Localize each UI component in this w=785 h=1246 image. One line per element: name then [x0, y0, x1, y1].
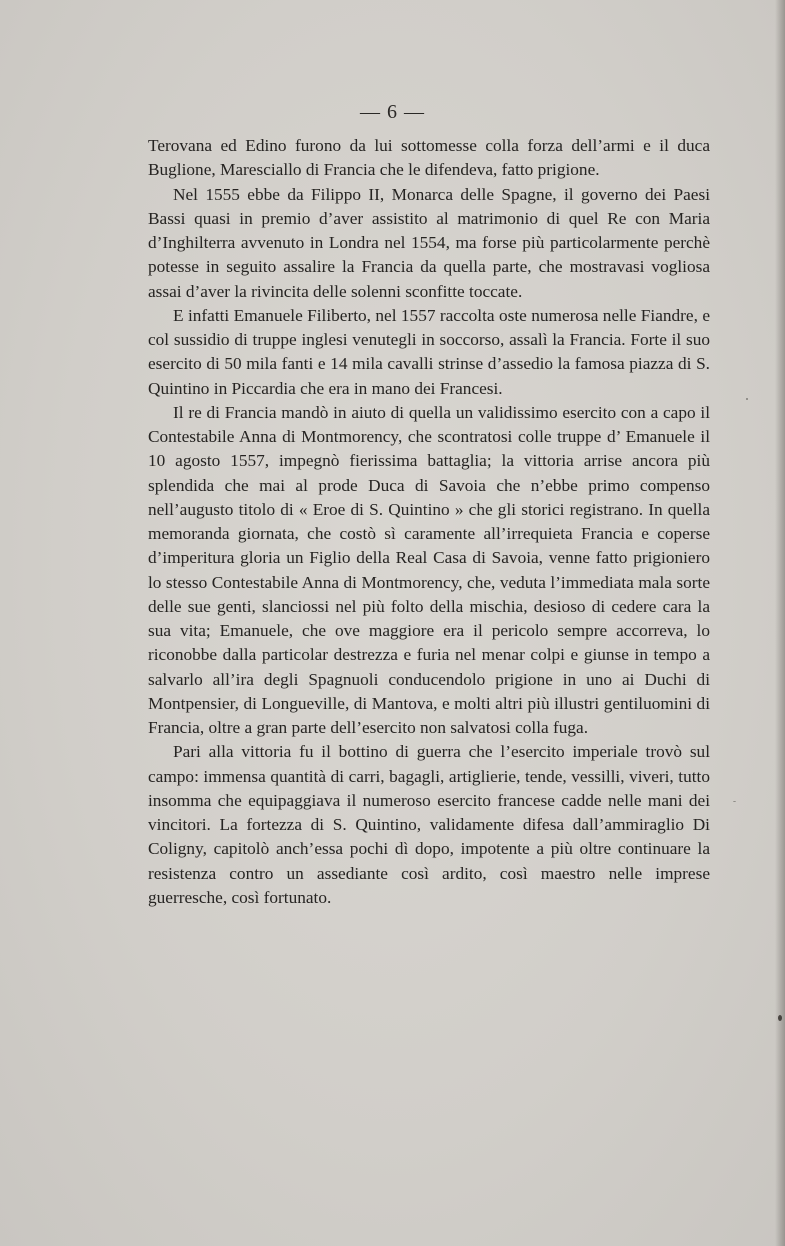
paragraph-2: Nel 1555 ebbe da Filippo II, Monarca delle Spagne, il governo dei Paesi Bassi quasi in premio d’aver assistito al matrimonio di quel Re con Maria d’Inghilterra avvenuto in Londra nel 1554, ma forse più particolarmente perchè potesse in seguito assalire la Francia da quella parte, che mostravasi vogliosa assai d’aver la rivincita delle solenni sconfitte toccate. — [148, 184, 710, 301]
paragraph-5: Pari alla vittoria fu il bottino di guerra che l’esercito imperiale trovò sul campo: immensa quantità di carri, bagagli, artiglierie, tende, vessilli, viveri, tutto insomma che equipaggiava il numeroso esercito francese cadde nelle mani dei vincitori. La fortezza di S. Quintino, validamente difesa dall’ammiraglio Di Coligny, capitolò anch’essa pochi dì dopo, impotente a più oltre continuare la resistenza contro un assediante così ardito, così maestro nelle imprese guerresche, così fortunato. — [148, 742, 710, 907]
ink-speck — [733, 801, 736, 802]
body-text — [148, 134, 710, 910]
paragraph-3: E infatti Emanuele Filiberto, nel 1557 raccolta oste numerosa nelle Fiandre, e col sussidio di truppe inglesi venutegli in soccorso, assalì la Francia. Forte il suo esercito di 50 mila fanti e 14 mila cavalli strinse d’assedio la famosa piazza di S. Quintino in Piccardia che era in mano dei Francesi. — [148, 305, 710, 398]
paragraph-4: Il re di Francia mandò in aiuto di quella un validissimo esercito con a capo il Contestabile Anna di Montmorency, che scontratosi colle truppe d’ Emanuele il 10 agosto 1557, impegnò fierissima battaglia; la vittoria arrise ancora più splendida che mai al prode Duca di Savoia che n’ebbe primo compenso nell’augusto titolo di « Eroe di S. Quintino » che gli storici registrano. In quella memoranda giornata, che costò sì caramente all’irrequieta Francia e coperse d’imperitura gloria un Figlio della Real Casa di Savoia, venne fatto prigioniero lo stesso Contestabile Anna di Montmorency, che, veduta l’immediata mala sorte delle sue genti, slanciossi nel più folto della mischia, desioso di cedere cara la sua vita; Emanuele, che ove maggiore era il pericolo sempre accorreva, lo riconobbe dalla particolar destrezza e furia nel menar colpi e giunse in tempo a salvarlo all’ira degli Spagnuoli conducendolo prigione in uno ai Duchi di Montpensier, di Longueville, di Mantova, e molti altri più illustri gentiluomini di Francia, oltre a gran parte dell’esercito non salvatosi colla fuga. — [148, 402, 710, 737]
paragraph-1: Terovana ed Edino furono da lui sottomesse colla forza dell’armi e il duca Buglione, Maresciallo di Francia che le difendeva, fatto prigione. — [148, 136, 710, 180]
page-number: — 6 — — [360, 101, 425, 123]
ink-speck — [746, 398, 748, 400]
ink-speck — [778, 1015, 782, 1021]
